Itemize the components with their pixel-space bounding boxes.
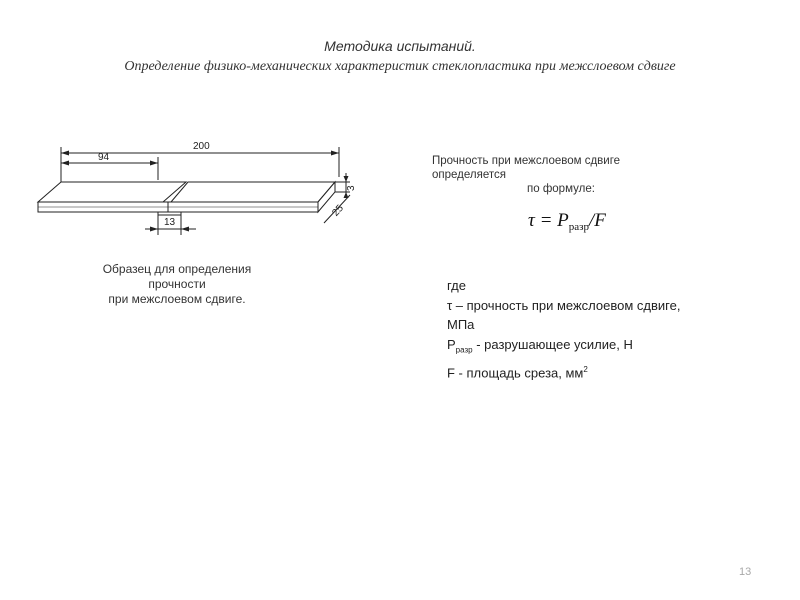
formula-definitions: [447, 276, 747, 382]
def-p-text: - разрушающее усилие, Н: [472, 336, 633, 352]
dim-label-25: 25: [330, 203, 346, 219]
drawing-caption: [68, 262, 286, 307]
caption-line-1: Образец для определения: [102, 262, 252, 276]
plate-top-face-right: [171, 182, 335, 202]
formula-subscript: разр: [568, 221, 589, 233]
dim-label-94: 94: [98, 152, 110, 163]
intro-line-2: определяется: [432, 169, 506, 181]
specimen-drawing: [28, 135, 368, 240]
intro-line-1: Прочность при межслоевом сдвиге: [432, 155, 621, 167]
dim-label-3: 3: [346, 185, 357, 191]
caption-line-2: прочности: [148, 277, 206, 291]
formula-p: P: [557, 210, 569, 231]
def-p-subscript: разр: [455, 345, 473, 355]
def-tau-1: τ – прочность при межслоевом сдвиге,: [447, 297, 681, 313]
def-f-text: F - площадь среза, мм: [447, 364, 584, 380]
plate-top-face-left: [38, 182, 186, 202]
slide-subtitle: Определение физико-механических характеристик стеклопластика при межслоевом сдвиге: [124, 59, 676, 74]
def-where: где: [447, 278, 466, 293]
slide-title: Методика испытаний.: [324, 38, 476, 54]
intro-line-3: по формуле:: [527, 183, 595, 195]
formula-rest: /F: [588, 210, 606, 231]
def-f: [447, 360, 747, 383]
formula-tau: τ: [528, 210, 535, 231]
def-f-superscript: 2: [583, 364, 588, 374]
dim-label-13: 13: [164, 217, 176, 228]
dim-label-200: 200: [193, 141, 210, 152]
def-p-symbol: P: [447, 336, 456, 352]
def-p: [447, 335, 747, 360]
formula-equals: =: [534, 210, 558, 231]
page-number: 13: [739, 566, 752, 578]
caption-line-3: при межслоевом сдвиге.: [108, 292, 246, 306]
formula-intro: [432, 154, 620, 196]
def-tau-2: МПа: [447, 317, 475, 332]
shear-strength-formula: [528, 210, 606, 233]
